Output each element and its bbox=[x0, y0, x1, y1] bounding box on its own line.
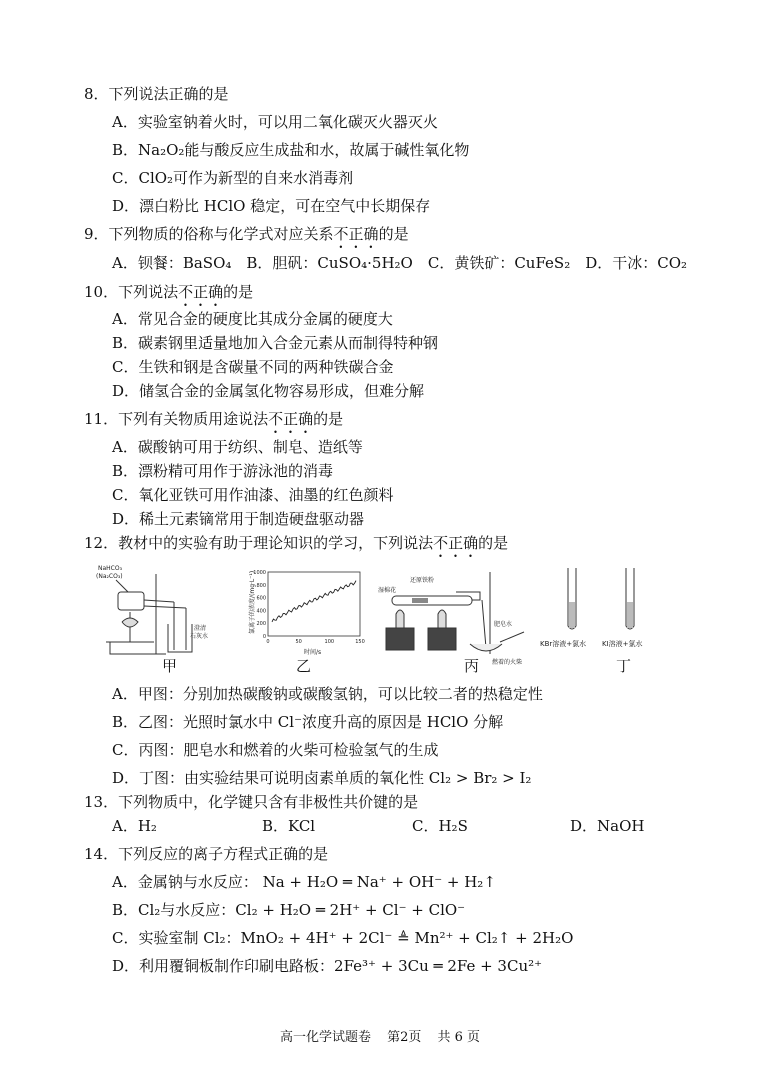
chart-x-tick-label: 50 bbox=[295, 639, 302, 645]
question-8-option-b: B．Na₂O₂能与酸反应生成盐和水，故属于碱性氧化物 bbox=[112, 141, 470, 159]
chart-series-line bbox=[272, 581, 356, 622]
stem-text: 11．下列有关物质用途说法 bbox=[84, 410, 269, 428]
chart-x-tick-label: 0 bbox=[266, 639, 270, 645]
question-12-option-b: B．乙图：光照时氯水中 Cl⁻浓度升高的原因是 HClO 分解 bbox=[112, 713, 504, 731]
chart-x-ticks bbox=[266, 639, 364, 645]
figure-yi-chart bbox=[248, 570, 365, 656]
question-14-option-b: B．Cl₂与水反应：Cl₂ + H₂O ═ 2H⁺ + Cl⁻ + ClO⁻ bbox=[112, 901, 466, 919]
question-12-option-c: C．丙图：肥皂水和燃着的火柴可检验氢气的生成 bbox=[112, 741, 439, 759]
figure-label: 还原铁粉 bbox=[410, 577, 435, 584]
chart-x-axis-label: 时间/s bbox=[304, 649, 322, 656]
question-13-option-b: B．KCl bbox=[262, 817, 316, 835]
chart-y-tick-label: 1000 bbox=[253, 570, 266, 576]
question-11-option-d: D．稀土元素镝常用于制造硬盘驱动器 bbox=[112, 510, 365, 528]
emphasis-text: 不正确 bbox=[268, 410, 314, 428]
question-10-option-a: A．常见合金的硬度比其成分金属的硬度大 bbox=[112, 310, 393, 328]
footer-page-number: 第2页 bbox=[387, 1030, 422, 1045]
figure-ding-tubes bbox=[540, 568, 643, 648]
question-12-option-a: A．甲图：分别加热碳酸钠或碳酸氢钠，可以比较二者的热稳定性 bbox=[112, 685, 543, 703]
stem-text: 10．下列说法 bbox=[84, 283, 179, 301]
chart-plot-area bbox=[268, 572, 360, 636]
chart-x-tick-label: 100 bbox=[324, 639, 335, 645]
question-10-stem bbox=[84, 282, 253, 310]
stem-text: 12．教材中的实验有助于理论知识的学习，下列说法 bbox=[84, 534, 434, 552]
figure-jia-apparatus bbox=[96, 565, 208, 654]
question-8-stem: 8．下列说法正确的是 bbox=[84, 85, 229, 103]
figure-bing-apparatus bbox=[378, 572, 524, 666]
question-10-option-b: B．碳素钢里适量地加入合金元素从而制得特种钢 bbox=[112, 334, 439, 352]
question-11-stem bbox=[84, 409, 343, 437]
experiment-figures bbox=[96, 562, 676, 677]
question-14-option-a: A．金属钠与水反应： Na + H₂O ═ Na⁺ + OH⁻ + H₂↑ bbox=[112, 873, 496, 891]
emphasis-text: 不正确 bbox=[433, 534, 479, 552]
question-13-option-a: A．H₂ bbox=[112, 817, 157, 835]
question-13-option-c: C．H₂S bbox=[412, 817, 468, 835]
question-12-stem bbox=[84, 533, 508, 561]
figure-label: 肥皂水 bbox=[494, 621, 513, 628]
figure-label: KI溶液+氯水 bbox=[602, 640, 643, 648]
figure-label-bing: 丙 bbox=[464, 657, 480, 675]
figure-label: 湿棉花 bbox=[378, 587, 397, 594]
footer-total-pages: 共 6 页 bbox=[437, 1030, 481, 1045]
question-11-option-a: A．碳酸钠可用于纺织、制皂、造纸等 bbox=[112, 438, 363, 456]
figure-label: 石灰水 bbox=[190, 633, 209, 640]
figure-label-jia: 甲 bbox=[162, 657, 178, 675]
stem-text: 的是 bbox=[378, 225, 409, 243]
question-9-options: A．钡餐：BaSO₄ B．胆矾：CuSO₄·5H₂O C．黄铁矿：CuFeS₂ D．干冰：CO₂ bbox=[112, 254, 688, 272]
stem-text: 的是 bbox=[223, 283, 254, 301]
question-13-stem: 13．下列物质中，化学键只含有非极性共价键的是 bbox=[84, 793, 419, 811]
question-14-option-d: D．利用覆铜板制作印刷电路板：2Fe³⁺ + 3Cu ═ 2Fe + 3Cu²⁺ bbox=[112, 957, 543, 975]
question-13-option-d: D．NaOH bbox=[570, 817, 645, 835]
chart-y-axis-label: 氯离子的浓度/(mg·L⁻¹) bbox=[249, 570, 256, 634]
question-14-option-c: C．实验室制 Cl₂：MnO₂ + 4H⁺ + 2Cl⁻ ≜ Mn²⁺ + Cl₂↑ + 2H₂O bbox=[112, 929, 574, 947]
question-10-option-d: D．储氢合金的金属氢化物容易形成，但难分解 bbox=[112, 382, 425, 400]
question-12-option-d: D．丁图：由实验结果可说明卤素单质的氧化性 Cl₂ > Br₂ > I₂ bbox=[112, 769, 532, 787]
figure-label-yi: 乙 bbox=[296, 657, 312, 675]
chart-x-tick-label: 150 bbox=[355, 639, 365, 645]
stem-text: 的是 bbox=[313, 410, 344, 428]
figure-label: NaHCO₃ bbox=[98, 565, 122, 572]
figure-label: 燃着的火柴 bbox=[492, 659, 523, 666]
figure-label: 澄清 bbox=[194, 625, 207, 632]
chart-y-tick-label: 800 bbox=[256, 582, 266, 589]
chart-y-tick-label: 600 bbox=[256, 595, 266, 602]
figure-label: (Na₂CO₃) bbox=[96, 573, 123, 580]
footer-title: 高一化学试题卷 bbox=[279, 1030, 371, 1045]
chart-y-tick-label: 200 bbox=[256, 621, 266, 628]
emphasis-text: 不正确 bbox=[333, 225, 379, 243]
question-11-option-c: C．氧化亚铁可用作油漆、油墨的红色颜料 bbox=[112, 486, 394, 504]
question-11-option-b: B．漂粉精可用作于游泳池的消毒 bbox=[112, 462, 334, 480]
emphasis-text: 不正确 bbox=[178, 283, 224, 301]
question-8-option-c: C．ClO₂可作为新型的自来水消毒剂 bbox=[112, 169, 354, 187]
question-8-option-a: A．实验室钠着火时，可以用二氧化碳灭火器灭火 bbox=[112, 113, 438, 131]
figure-label-ding: 丁 bbox=[616, 657, 632, 675]
question-9-stem bbox=[84, 224, 409, 252]
question-10-option-c: C．生铁和钢是含碳量不同的两种铁碳合金 bbox=[112, 358, 394, 376]
question-14-stem: 14．下列反应的离子方程式正确的是 bbox=[84, 845, 329, 863]
page-footer bbox=[0, 1026, 760, 1045]
stem-text: 9．下列物质的俗称与化学式对应关系 bbox=[84, 225, 334, 243]
stem-text: 的是 bbox=[478, 534, 509, 552]
question-8-option-d: D．漂白粉比 HClO 稳定，可在空气中长期保存 bbox=[112, 197, 431, 215]
chart-y-tick-label: 400 bbox=[256, 608, 266, 615]
chart-y-tick-label: 0 bbox=[262, 634, 266, 640]
figure-label: KBr溶液+氯水 bbox=[540, 640, 587, 648]
